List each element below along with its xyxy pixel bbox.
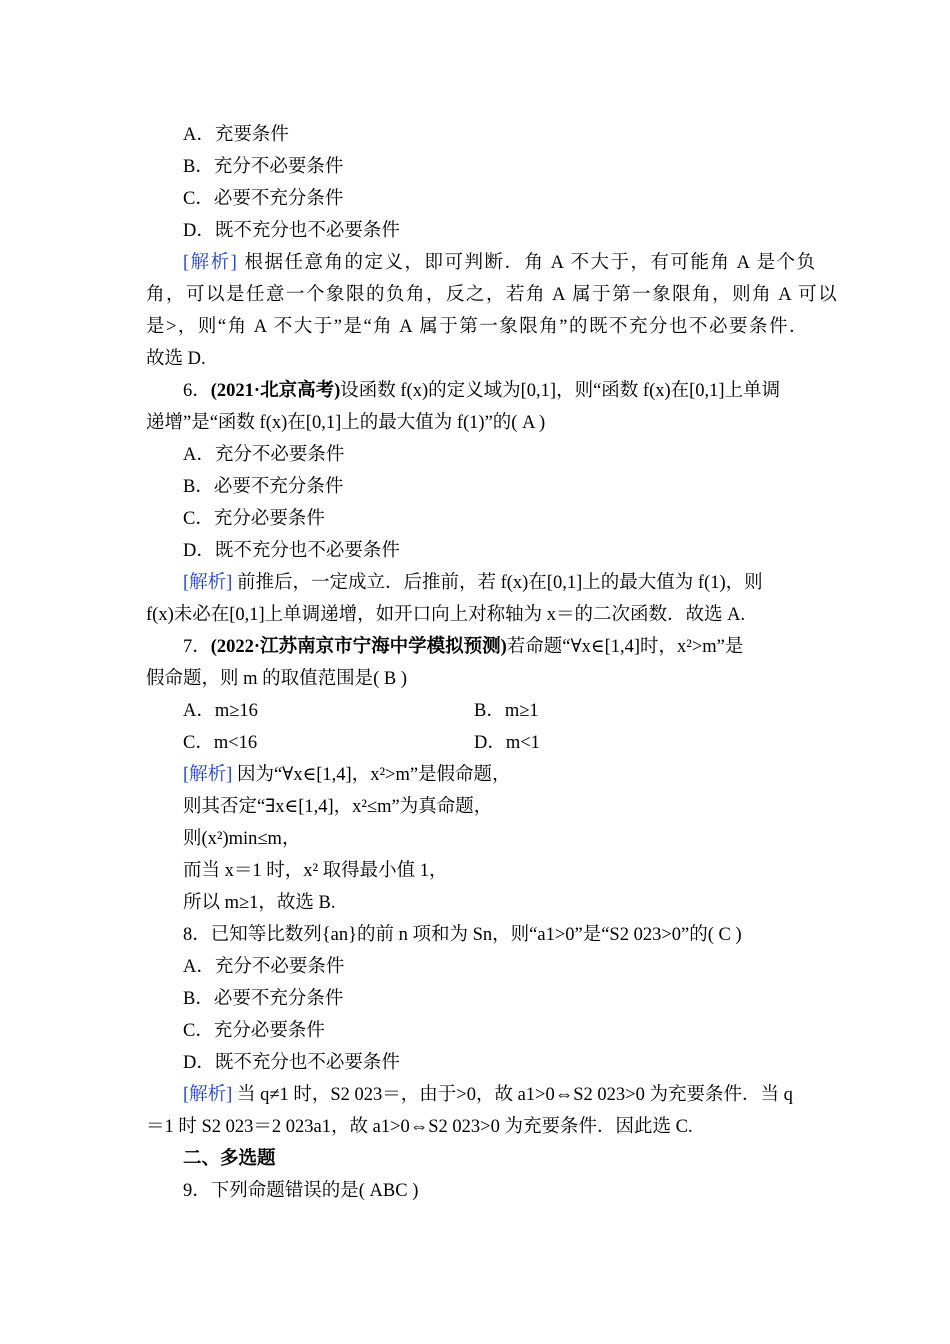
q8-stem-text: 已知等比数列{an}的前 n 项和为 Sn，则“a1>0”是“S2 023>0”的( C ) bbox=[210, 925, 742, 945]
q7-stem-line-1 bbox=[183, 635, 853, 659]
q8-number: 8． bbox=[183, 925, 211, 945]
q5-analysis-text-1: 根据任意角的定义，即可判断．角 A 不大于，有可能角 A 是个负 bbox=[244, 253, 817, 273]
q5-analysis-line-2: 角，可以是任意一个象限的负角，反之，若角 A 属于第一象限角，则角 A 可以 bbox=[146, 285, 839, 305]
q8-analysis-tag: [解析] bbox=[183, 1085, 233, 1105]
q7-analysis-text-1: 因为“∀x∈[1,4]，x²>m”是假命题， bbox=[236, 765, 511, 785]
q7-analysis-line-1 bbox=[183, 763, 853, 787]
q8-option-d: D．既不充分也不必要条件 bbox=[183, 1053, 400, 1073]
q6-analysis-text-1: 前推后，一定成立．后推前，若 f(x)在[0,1]上的最大值为 f(1)，则 bbox=[236, 573, 763, 593]
q5-analysis-line-4: 故选 D. bbox=[146, 349, 206, 369]
q7-stem-line-2: 假命题，则 m 的取值范围是( B ) bbox=[146, 669, 408, 689]
q7-stem-text-1: 若命题“∀x∈[1,4]时，x²>m”是 bbox=[506, 637, 744, 657]
q6-stem-line-1 bbox=[183, 379, 853, 403]
q8-analysis-line-2: ＝1 时 S2 023＝2 023a1，故 a1>0⇔S2 023>0 为充要条件．因此选 C. bbox=[146, 1117, 693, 1137]
q5-analysis-line-1 bbox=[183, 251, 853, 275]
q8-stem-line bbox=[183, 923, 853, 947]
q6-option-c: C．充分必要条件 bbox=[183, 509, 325, 529]
q6-analysis-line-1 bbox=[183, 571, 853, 595]
q6-source: (2021·北京高考) bbox=[210, 381, 341, 401]
q5-analysis-tag: [解析] bbox=[183, 253, 239, 273]
q8-option-b: B．必要不充分条件 bbox=[183, 989, 344, 1009]
q6-analysis-line-2: f(x)未必在[0,1]上单调递增，如开口向上对称轴为 x＝的二次函数．故选 A. bbox=[146, 605, 746, 625]
q5-analysis-line-3: 是>，则“角 A 不大于”是“角 A 属于第一象限角”的既不充分也不必要条件． bbox=[146, 317, 809, 337]
q7-options-row-1 bbox=[183, 699, 853, 723]
q6-number: 6． bbox=[183, 381, 211, 401]
q6-analysis-tag: [解析] bbox=[183, 573, 233, 593]
q6-stem-line-2: 递增”是“函数 f(x)在[0,1]上的最大值为 f(1)”的( A ) bbox=[146, 413, 546, 433]
q6-option-b: B．必要不充分条件 bbox=[183, 477, 344, 497]
q7-option-d: D．m<1 bbox=[474, 733, 540, 753]
q7-option-c: C．m<16 bbox=[183, 733, 258, 753]
q7-analysis-line-3: 则(x²)min≤m， bbox=[183, 829, 301, 849]
q7-source: (2022·江苏南京市宁海中学模拟预测) bbox=[210, 637, 507, 657]
q7-option-b: B．m≥1 bbox=[474, 701, 539, 721]
section-heading-multiple-choice: 二、多选题 bbox=[183, 1149, 276, 1169]
q8-analysis-text-1: 当 q≠1 时，S2 023＝，由于>0，故 a1>0⇔S2 023>0 为充要条件．当 q bbox=[236, 1085, 793, 1105]
q7-analysis-line-4: 而当 x＝1 时，x² 取得最小值 1， bbox=[183, 861, 448, 881]
q7-analysis-line-2: 则其否定“∃x∈[1,4]，x²≤m”为真命题， bbox=[183, 797, 493, 817]
q7-options-row-2 bbox=[183, 731, 853, 755]
q8-option-a: A．充分不必要条件 bbox=[183, 957, 345, 977]
q7-option-a: A．m≥16 bbox=[183, 701, 258, 721]
q6-option-a: A．充分不必要条件 bbox=[183, 445, 345, 465]
q8-option-c: C．充分必要条件 bbox=[183, 1021, 325, 1041]
q7-analysis-line-5: 所以 m≥1，故选 B. bbox=[183, 893, 336, 913]
q5-option-a: A．充要条件 bbox=[183, 125, 289, 145]
q5-option-d: D．既不充分也不必要条件 bbox=[183, 221, 400, 241]
q6-option-d: D．既不充分也不必要条件 bbox=[183, 541, 400, 561]
q5-option-c: C．必要不充分条件 bbox=[183, 189, 344, 209]
q8-analysis-line-1 bbox=[183, 1083, 853, 1107]
q5-option-b: B．充分不必要条件 bbox=[183, 157, 344, 177]
q9-stem-line: 9．下列命题错误的是( ABC ) bbox=[183, 1181, 419, 1201]
q6-stem-text-1: 设函数 f(x)的定义域为[0,1]，则“函数 f(x)在[0,1]上单调 bbox=[340, 381, 781, 401]
q7-analysis-tag: [解析] bbox=[183, 765, 233, 785]
q7-number: 7． bbox=[183, 637, 211, 657]
